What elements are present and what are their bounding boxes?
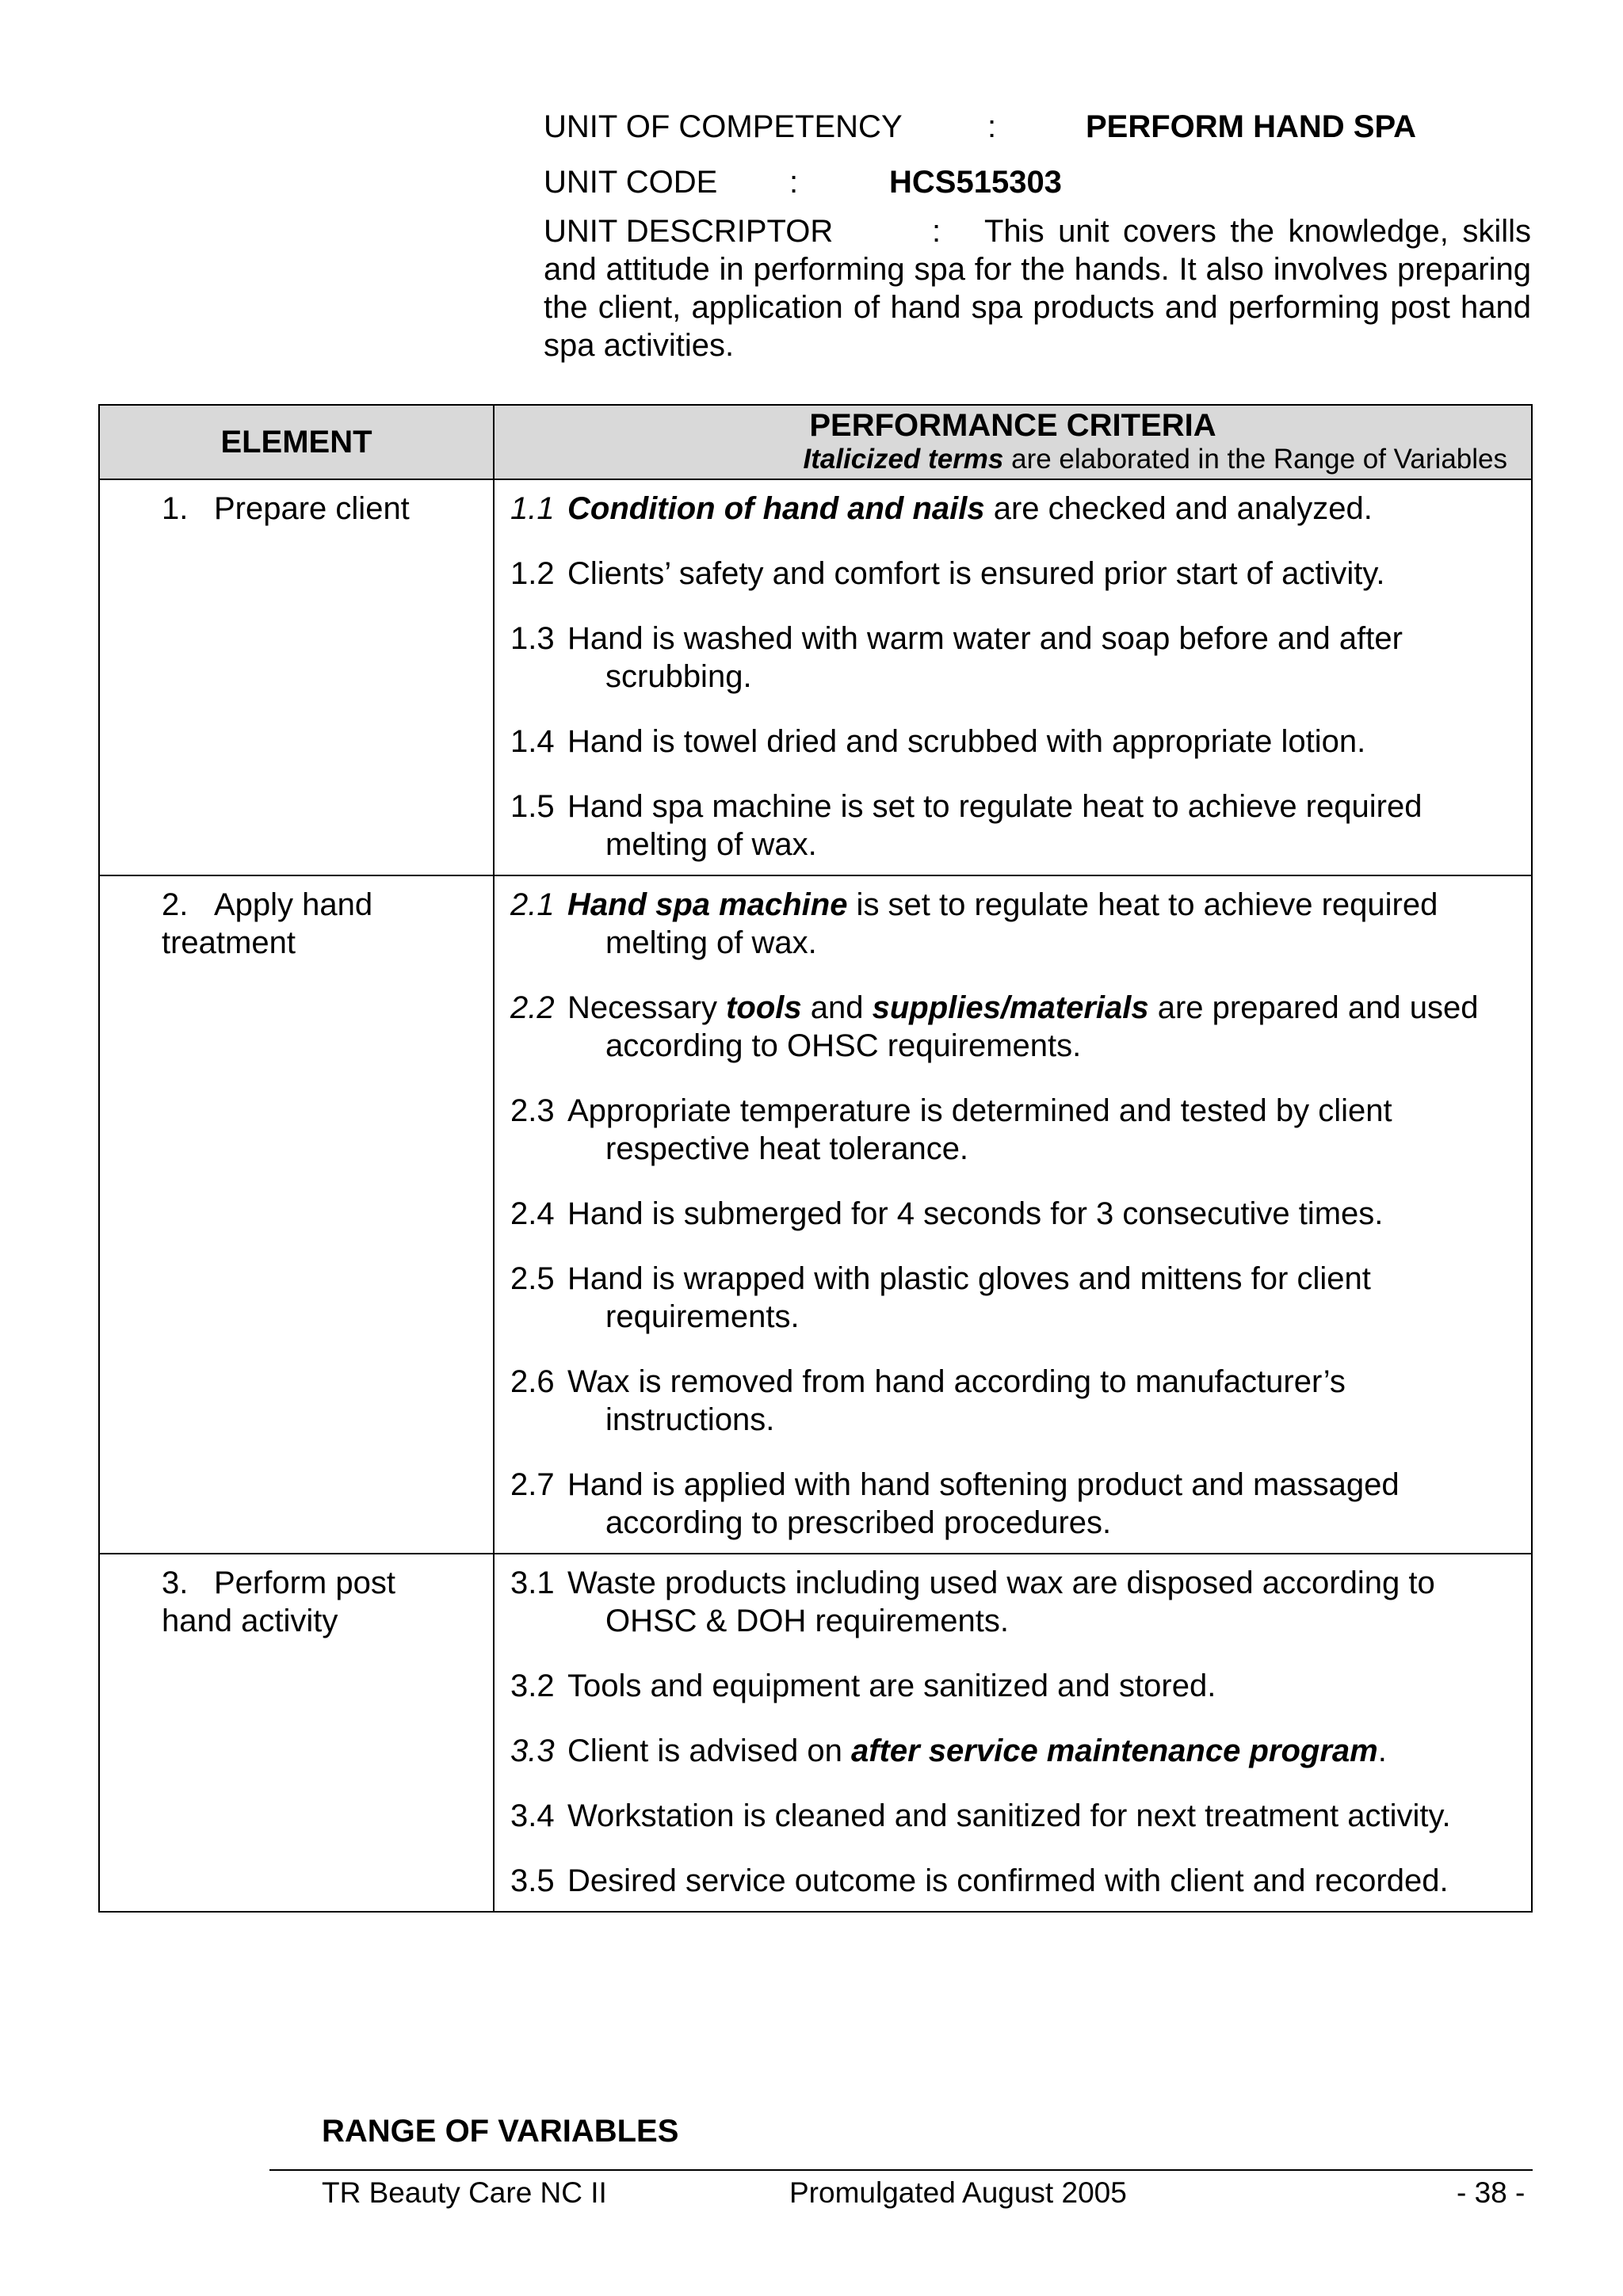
criterion [510,1732,1531,1770]
criterion-number: 3.2 [510,1669,555,1703]
criterion [510,1564,1531,1640]
criterion-number: 2.4 [510,1196,555,1231]
criteria-header-cell [494,405,1532,479]
element-number: 1. [162,491,189,526]
criterion [510,1195,1531,1233]
element-cell [99,1554,494,1912]
range-of-variables-heading: RANGE OF VARIABLES [322,2114,679,2149]
criterion-continuation: requirements. [605,1299,800,1334]
criteria-cell [494,875,1532,1554]
criterion-number: 2.6 [510,1364,555,1399]
criterion-continuation: OHSC & DOH requirements. [605,1604,1010,1638]
criterion-number: 1.2 [510,556,555,591]
criterion-number: 1.1 [510,491,555,526]
footer-page-number: - 38 - [1457,2176,1526,2209]
criterion [510,490,1531,528]
unit-of-competency-label: UNIT OF COMPETENCY [544,109,903,144]
unit-code-row [544,163,1531,201]
footer-left: TR Beauty Care NC II [322,2176,607,2209]
criterion [510,886,1531,962]
criterion-number: 2.1 [510,887,555,922]
unit-of-competency-row [544,108,1531,146]
criterion-number: 2.7 [510,1467,555,1502]
criterion-continuation: instructions. [605,1402,775,1437]
criteria-cell [494,1554,1532,1912]
element-text: hand activity [162,1604,338,1638]
criterion-text: . [1377,1733,1387,1768]
element-text: Perform post [214,1566,395,1600]
criterion [510,1797,1531,1835]
criterion-text: Wax is removed from hand according to manufacturer’s [567,1364,1346,1399]
criterion [510,1667,1531,1705]
table-row [99,1554,1532,1912]
criterion [510,1862,1531,1900]
criterion-text: Workstation is cleaned and sanitized for next treatment activity. [567,1798,1451,1833]
element-number: 2. [162,887,189,922]
criterion-text: Hand spa machine is set to regulate heat to achieve required [567,789,1423,824]
criterion [510,555,1531,593]
criterion [510,620,1531,696]
criterion-number: 2.3 [510,1093,555,1128]
criterion-term: tools [726,990,802,1025]
element-number: 3. [162,1566,189,1600]
criterion [510,1466,1531,1542]
criterion [510,723,1531,761]
criterion-text: Hand is wrapped with plastic gloves and mittens for client [567,1261,1371,1296]
criterion-text: Hand is submerged for 4 seconds for 3 consecutive times. [567,1196,1384,1231]
element-header: ELEMENT [99,405,494,479]
criteria-cell [494,479,1532,875]
criterion [510,1260,1531,1336]
criteria-note-italic: Italicized terms [803,444,1004,475]
criterion-text: Hand is washed with warm water and soap before and after [567,621,1403,656]
competency-table [98,404,1533,1913]
criterion-continuation: scrubbing. [605,659,752,694]
separator: : [932,214,941,249]
criterion-continuation: according to prescribed procedures. [605,1505,1112,1540]
criterion-text: Desired service outcome is confirmed with client and recorded. [567,1863,1449,1898]
criterion-text: Tools and equipment are sanitized and stored. [567,1669,1216,1703]
element-cell [99,875,494,1554]
unit-code-value: HCS515303 [889,165,1062,200]
criterion-number: 1.3 [510,621,555,656]
criterion [510,788,1531,864]
criterion-text: Waste products including used wax are disposed according to [567,1566,1435,1600]
criterion-number: 2.5 [510,1261,555,1296]
footer-center: Promulgated August 2005 [789,2176,1127,2209]
criterion-term: Condition of hand and nails [567,491,985,526]
criterion-number: 1.4 [510,724,555,759]
element-text: treatment [162,925,296,960]
separator: : [987,109,997,144]
criterion-number: 3.5 [510,1863,555,1898]
criterion-number: 3.1 [510,1566,555,1600]
criterion-term: supplies/materials [872,990,1149,1025]
criterion [510,989,1531,1065]
criterion-text: Hand is applied with hand softening product and massaged [567,1467,1400,1502]
criterion-term: after service maintenance program [850,1733,1378,1768]
criterion-continuation: according to OHSC requirements. [605,1028,1082,1063]
criterion-text: Clients’ safety and comfort is ensured prior start of activity. [567,556,1385,591]
element-text: Prepare client [214,491,410,526]
table-row [99,875,1532,1554]
unit-descriptor-label: UNIT DESCRIPTOR [544,214,834,249]
criterion-text: is set to regulate heat to achieve required [847,887,1438,922]
criterion-continuation: respective heat tolerance. [605,1131,969,1166]
separator: : [789,165,799,200]
table-row [99,479,1532,875]
criterion-term: Hand spa machine [567,887,848,922]
criterion [510,1363,1531,1439]
footer-divider [269,2169,1533,2171]
criterion-number: 2.2 [510,990,555,1025]
criterion-text: Hand is towel dried and scrubbed with appropriate lotion. [567,724,1366,759]
criterion-number: 3.4 [510,1798,555,1833]
unit-of-competency-value: PERFORM HAND SPA [1086,109,1417,144]
table-header-row [99,405,1532,479]
unit-descriptor [544,212,1531,364]
criteria-note [495,444,1531,475]
criterion-number: 1.5 [510,789,555,824]
criterion-text: and [801,990,873,1025]
element-cell [99,479,494,875]
unit-code-label: UNIT CODE [544,165,718,200]
criterion-text: Appropriate temperature is determined and tested by client [567,1093,1392,1128]
element-text: Apply hand [214,887,373,922]
criterion-text: Necessary [567,990,727,1025]
criteria-note-rest: are elaborated in the Range of Variables [1011,444,1507,475]
criterion-continuation: melting of wax. [605,925,817,960]
criterion-continuation: melting of wax. [605,827,817,862]
unit-descriptor-text: This unit covers the knowledge, skills and attitude in performing spa for the hands. It also involves preparing the client, application of hand spa products and performing post hand spa activities. [544,214,1531,363]
criterion-text: are checked and analyzed. [984,491,1373,526]
criterion-text: Client is advised on [567,1733,851,1768]
criterion [510,1092,1531,1168]
criteria-header: PERFORMANCE CRITERIA [809,408,1216,443]
criterion-number: 3.3 [510,1733,555,1768]
criterion-text: are prepared and used [1148,990,1479,1025]
